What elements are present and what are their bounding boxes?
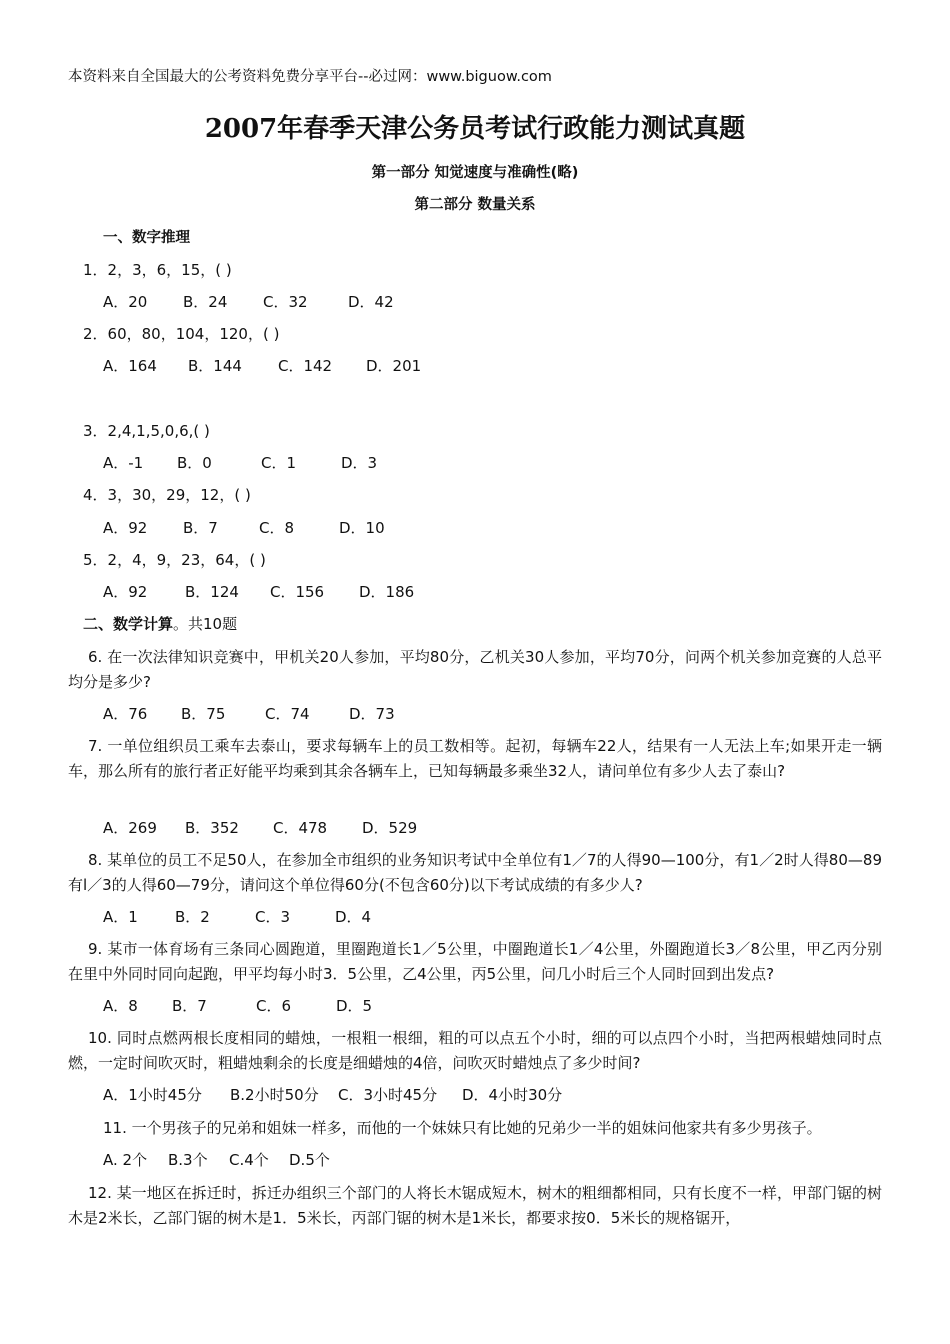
question-11-options <box>103 1148 933 1172</box>
option-c: C．156 <box>270 583 325 601</box>
option-b: B.3个 <box>168 1151 208 1169</box>
option-c: C．6 <box>256 997 292 1015</box>
question-11-stem: 11. 一个男孩子的兄弟和姐妹一样多，而他的一个妹妹只有比她的兄弟少一半的姐妹问他家共有多少男孩子。 <box>103 1119 822 1137</box>
option-d: D．10 <box>339 519 385 537</box>
question-8-options <box>103 905 933 929</box>
option-a: A．1 <box>103 908 138 926</box>
option-d: D．529 <box>362 819 418 837</box>
option-b: B．2 <box>175 908 210 926</box>
option-a: A．1小时45分 <box>103 1086 202 1104</box>
option-c: C．1 <box>261 454 297 472</box>
option-b: B．144 <box>188 357 242 375</box>
option-c: C．142 <box>278 357 333 375</box>
option-d: D．201 <box>366 357 422 375</box>
question-9-stem: 9. 某市一体育场有三条同心圆跑道，里圈跑道长1／5公里，中圈跑道长1／4公里，外圈跑道长3／8公里，甲乙丙分别在里中外同时同向起跑，甲平均每小时3．5公里，乙4公里，丙5公里，问几小时后三个人同时回到出发点? <box>68 940 882 983</box>
question-7-options <box>103 816 933 840</box>
option-b: B．7 <box>183 519 218 537</box>
option-d: D.5个 <box>289 1151 330 1169</box>
option-a: A. 2个 <box>103 1151 148 1169</box>
question-6-options <box>103 702 933 726</box>
option-c: C．478 <box>273 819 328 837</box>
question-12-stem: 12. 某一地区在拆迁时，拆迁办组织三个部门的人将长木锯成短木，树木的粗细都相同，只有长度不一样，甲部门锯的树木是2米长，乙部门锯的树木是1．5米长，丙部门锯的树木是1米长，都要求按0．5米长的规格锯开， <box>68 1184 882 1227</box>
option-c: C．3 <box>255 908 291 926</box>
question-6-stem: 6. 在一次法律知识竞赛中，甲机关20人参加，平均80分，乙机关30人参加，平均70分，问两个机关参加竞赛的人总平均分是多少? <box>68 648 882 691</box>
option-a: A．8 <box>103 997 138 1015</box>
question-3-stem: 3．2,4,1,5,0,6,( ) <box>83 422 210 440</box>
question-4-stem: 4．3，30，29，12，( ) <box>83 486 251 504</box>
option-b: B．352 <box>185 819 239 837</box>
option-d: D．3 <box>341 454 378 472</box>
option-a: A．92 <box>103 519 148 537</box>
question-5-options <box>103 580 933 604</box>
option-c: C．3小时45分 <box>338 1086 438 1104</box>
option-d: D．4 <box>335 908 372 926</box>
question-3-options <box>103 451 933 475</box>
page-title: 2007年春季天津公务员考试行政能力测试真题 <box>204 114 746 144</box>
question-10-stem: 10. 同时点燃两根长度相同的蜡烛，一根粗一根细，粗的可以点五个小时，细的可以点四个小时，当把两根蜡烛同时点燃，一定时间吹灭时，粗蜡烛剩余的长度是细蜡烛的4倍，问吹灭时蜡烛点了多少时间? <box>68 1029 882 1072</box>
option-b: B．0 <box>177 454 212 472</box>
option-c: C．74 <box>265 705 310 723</box>
question-2-options <box>103 354 933 378</box>
option-a: A．92 <box>103 583 148 601</box>
option-c: C.4个 <box>229 1151 269 1169</box>
option-a: A．20 <box>103 293 148 311</box>
option-c: C．32 <box>263 293 308 311</box>
section-math-count: 。共10题 <box>173 615 238 633</box>
option-a: A．76 <box>103 705 148 723</box>
section-number-reasoning: 一、数字推理 <box>103 230 190 246</box>
source-header: 本资料来自全国最大的公考资料免费分享平台--必过网：www.biguow.com <box>68 69 552 85</box>
option-d: D．4小时30分 <box>462 1086 563 1104</box>
question-5-stem: 5．2，4，9，23，64，( ) <box>83 551 266 569</box>
question-7-stem: 7. 一单位组织员工乘车去泰山，要求每辆车上的员工数相等。起初，每辆车22人，结果有一人无法上车;如果开走一辆车，那么所有的旅行者正好能平均乘到其余各辆车上，已知每辆最多乘坐32人，请问单位有多少人去了泰山? <box>68 737 882 780</box>
part-one-heading: 第一部分 知觉速度与准确性(略) <box>371 165 579 181</box>
option-b: B.2小时50分 <box>230 1086 319 1104</box>
question-8-stem: 8. 某单位的员工不足50人，在参加全市组织的业务知识考试中全单位有1／7的人得90—100分，有1／2时人得80—89有l／3的人得60—79分，请问这个单位得60分(不包含60分)以下考试成绩的有多少人? <box>68 851 882 894</box>
question-10-options <box>103 1083 933 1107</box>
section-math-title: 二、数学计算 <box>83 615 174 633</box>
part-two-heading: 第二部分 数量关系 <box>414 197 536 213</box>
option-a: A．-1 <box>103 454 144 472</box>
option-d: D．73 <box>349 705 395 723</box>
option-d: D．186 <box>359 583 415 601</box>
option-b: B．7 <box>172 997 207 1015</box>
option-c: C．8 <box>259 519 295 537</box>
option-b: B．75 <box>181 705 226 723</box>
question-2-stem: 2．60，80，104，120，( ) <box>83 325 280 343</box>
section-math-calculation <box>83 612 913 636</box>
question-9-options <box>103 994 933 1018</box>
option-a: A．164 <box>103 357 157 375</box>
question-1-options <box>103 290 933 314</box>
option-d: D．42 <box>348 293 394 311</box>
question-1-stem: 1．2，3，6，15，( ) <box>83 261 232 279</box>
option-d: D．5 <box>336 997 373 1015</box>
question-4-options <box>103 516 933 540</box>
option-a: A．269 <box>103 819 157 837</box>
option-b: B．24 <box>183 293 228 311</box>
option-b: B．124 <box>185 583 239 601</box>
